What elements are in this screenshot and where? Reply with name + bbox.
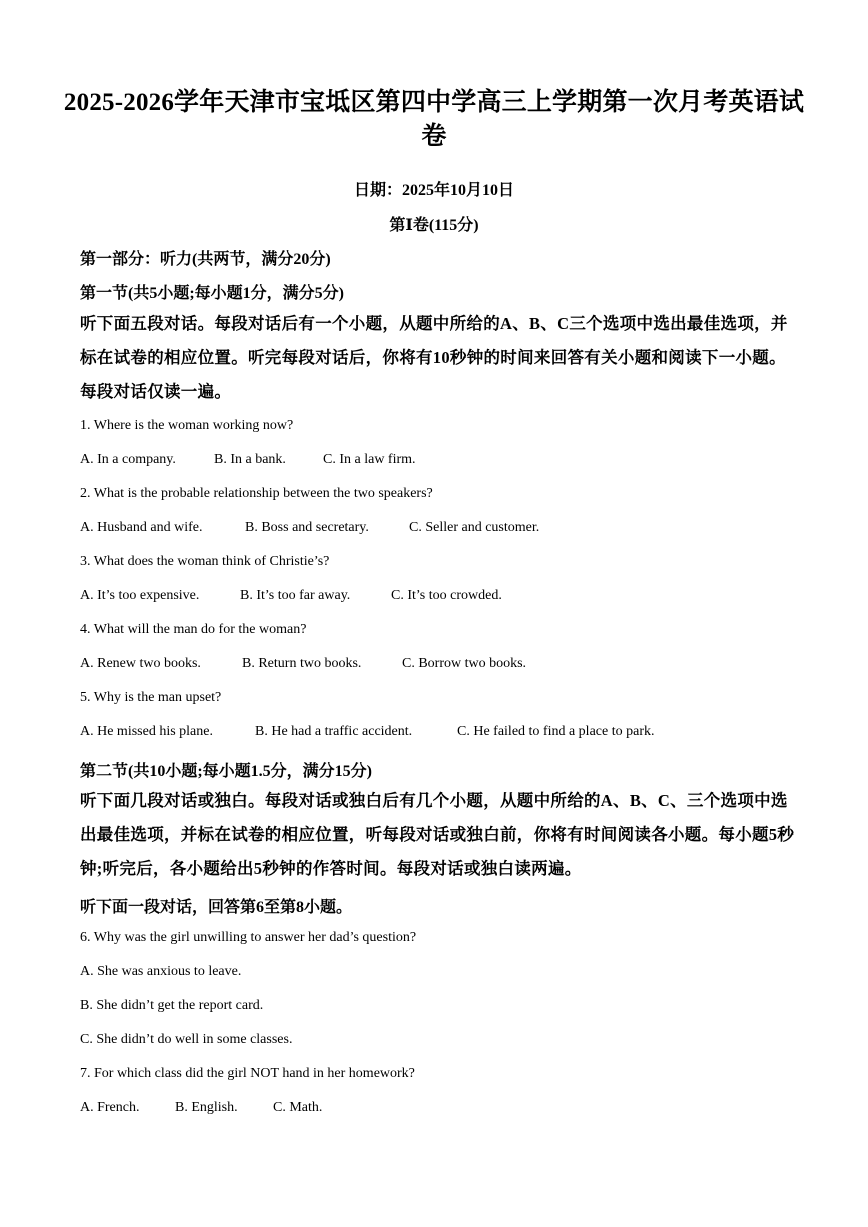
section2-heading: 第二节(共10小题;每小题1.5分，满分15分) xyxy=(80,763,372,780)
option-b: B. It’s too far away. xyxy=(240,588,351,603)
option-c: C. In a law firm. xyxy=(323,452,416,467)
option-c: C. Seller and customer. xyxy=(409,520,540,535)
option-a: A. Renew two books. xyxy=(80,656,201,671)
option-a: A. She was anxious to leave. xyxy=(80,964,242,979)
exam-date: 日期：2025年10月10日 xyxy=(353,182,514,199)
option-a: A. He missed his plane. xyxy=(80,724,213,739)
option-b: B. In a bank. xyxy=(214,452,286,467)
question-stem: 7. For which class did the girl NOT hand in her homework? xyxy=(80,1066,415,1081)
option-b: B. Return two books. xyxy=(242,656,362,671)
option-c: C. He failed to find a place to park. xyxy=(457,724,655,739)
question-stem: 4. What will the man do for the woman? xyxy=(80,622,307,637)
question-stem: 6. Why was the girl unwilling to answer her dad’s question? xyxy=(80,930,417,945)
section1-heading: 第一节(共5小题;每小题1分，满分5分) xyxy=(80,285,344,302)
option-b: B. He had a traffic accident. xyxy=(255,724,413,739)
sub-instruction: 听下面一段对话，回答第6至第8小题。 xyxy=(80,899,353,916)
option-c: C. It’s too crowded. xyxy=(391,588,502,603)
section2-instructions: 听下面几段对话或独白。每段对话或独白后有几个小题，从题中所给的A、B、C、三个选项中选出最佳选项，并标在试卷的相应位置，听每段对话或独白前，你将有时间阅读各小题。每小题5秒钟;听完后，各小题给出5秒钟的作答时间。每段对话或独白读两遍。 xyxy=(80,791,795,878)
volume-heading: 第Ⅰ卷(115分) xyxy=(389,217,479,234)
option-a: A. In a company. xyxy=(80,452,176,467)
option-b: B. English. xyxy=(175,1100,238,1115)
exam-title: 2025-2026学年天津市宝坻区第四中学高三上学期第一次月考英语试卷 xyxy=(63,89,805,150)
option-c: C. Borrow two books. xyxy=(402,656,527,671)
option-a: A. It’s too expensive. xyxy=(80,588,200,603)
part-heading: 第一部分：听力(共两节，满分20分) xyxy=(80,251,331,268)
option-b: B. Boss and secretary. xyxy=(245,520,369,535)
option-a: A. French. xyxy=(80,1100,140,1115)
question-stem: 5. Why is the man upset? xyxy=(80,690,222,705)
question-stem: 3. What does the woman think of Christie’s? xyxy=(80,554,330,569)
option-a: A. Husband and wife. xyxy=(80,520,203,535)
question-stem: 2. What is the probable relationship between the two speakers? xyxy=(80,486,433,501)
option-c: C. Math. xyxy=(273,1100,323,1115)
question-stem: 1. Where is the woman working now? xyxy=(80,418,294,433)
option-b: B. She didn’t get the report card. xyxy=(80,998,264,1013)
option-c: C. She didn’t do well in some classes. xyxy=(80,1032,293,1047)
section1-instructions: 听下面五段对话。每段对话后有一个小题，从题中所给的A、B、C三个选项中选出最佳选项，并标在试卷的相应位置。听完每段对话后，你将有10秒钟的时间来回答有关小题和阅读下一小题。每段对话仅读一遍。 xyxy=(80,314,788,401)
